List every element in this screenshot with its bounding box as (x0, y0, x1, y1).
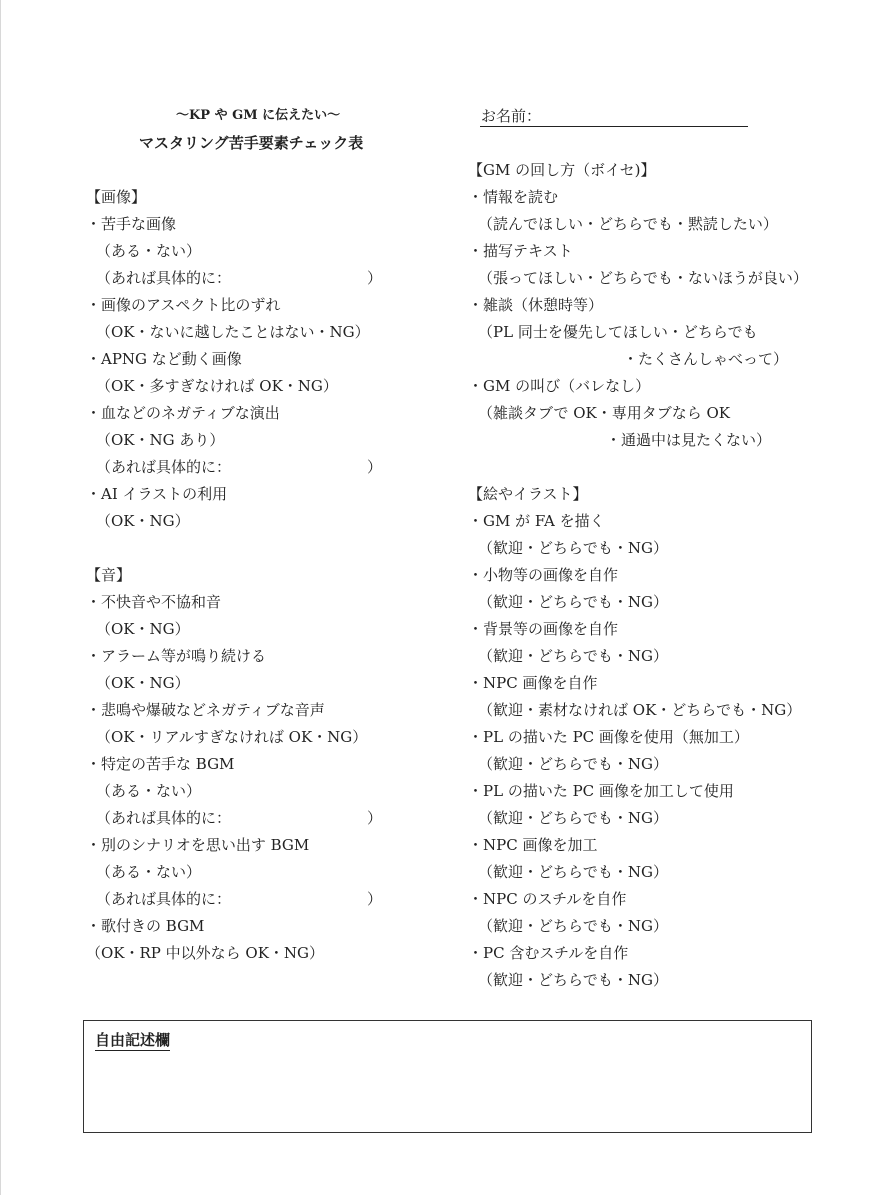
option-line: （PL 同士を優先してほしい・どちらでも (478, 323, 758, 341)
option-line: （OK・NG） (96, 512, 190, 530)
detail-close-paren: ） (367, 269, 383, 287)
item-line: ・情報を読む (468, 188, 559, 206)
item-line: ・APNG など動く画像 (86, 350, 242, 368)
name-label: お名前： (481, 107, 542, 125)
item-line: ・雑談（休憩時等） (468, 296, 604, 314)
option-line: （歓迎・どちらでも・NG） (478, 593, 668, 611)
item-line: ・小物等の画像を自作 (468, 566, 619, 584)
detail-close-paren: ） (367, 809, 383, 827)
item-line: ・PC 含むスチルを自作 (468, 944, 629, 962)
option-line: （歓迎・どちらでも・NG） (478, 809, 668, 827)
option-line: （歓迎・どちらでも・NG） (478, 755, 668, 773)
option-line: （歓迎・どちらでも・NG） (478, 863, 668, 881)
option-line: （雑談タブで OK・専用タブなら OK (478, 404, 730, 422)
option-line: （歓迎・どちらでも・NG） (478, 971, 668, 989)
sheet-subtitle: 〜KP や GM に伝えたい〜 (176, 108, 341, 123)
item-line: ・NPC 画像を加工 (468, 836, 598, 854)
option-line: （歓迎・どちらでも・NG） (478, 647, 668, 665)
option-line: （ある・ない） (96, 863, 202, 881)
detail-close-paren: ） (367, 890, 383, 908)
item-line: ・PL の描いた PC 画像を使用（無加工） (468, 728, 749, 746)
option-line: ・通過中は見たくない） (606, 431, 772, 449)
detail-line: （あれば具体的に： (96, 458, 232, 476)
option-line: （歓迎・どちらでも・NG） (478, 917, 668, 935)
option-line: （張ってほしい・どちらでも・ないほうが良い） (478, 269, 808, 287)
item-line: ・悲鳴や爆破などネガティブな音声 (86, 701, 325, 719)
option-line: （読んでほしい・どちらでも・黙読したい） (478, 215, 778, 233)
item-line: ・血などのネガティブな演出 (86, 404, 280, 422)
detail-line: （あれば具体的に： (96, 890, 232, 908)
free-description-box[interactable] (83, 1020, 812, 1133)
detail-line: （あれば具体的に： (96, 269, 232, 287)
item-line: ・AI イラストの利用 (86, 485, 228, 503)
section-heading-sound: 【音】 (86, 566, 132, 584)
section-heading-image: 【画像】 (86, 188, 147, 206)
item-line: ・PL の描いた PC 画像を加工して使用 (468, 782, 734, 800)
option-line: （OK・NG あり） (96, 431, 225, 449)
item-line: ・不快音や不協和音 (86, 593, 222, 611)
option-line: （ある・ない） (96, 782, 202, 800)
detail-line: （あれば具体的に： (96, 809, 232, 827)
item-line: ・GM が FA を描く (468, 512, 605, 530)
section-heading-gm: 【GM の回し方（ボイセ)】 (468, 161, 656, 179)
option-line: （ある・ない） (96, 242, 202, 260)
item-line: ・苦手な画像 (86, 215, 177, 233)
item-line: ・画像のアスペクト比のずれ (86, 296, 281, 314)
item-line: ・別のシナリオを思い出す BGM (86, 836, 310, 854)
option-line: （OK・NG） (96, 620, 190, 638)
option-line: （OK・多すぎなければ OK・NG） (96, 377, 338, 395)
item-line: ・特定の苦手な BGM (86, 755, 235, 773)
option-line: （OK・RP 中以外なら OK・NG） (86, 944, 325, 962)
item-line: ・GM の叫び（バレなし） (468, 377, 651, 395)
option-line: （OK・NG） (96, 674, 190, 692)
item-line: ・アラーム等が鳴り続ける (86, 647, 267, 665)
option-line: （OK・ないに越したことはない・NG） (96, 323, 370, 341)
option-line: （歓迎・どちらでも・NG） (478, 539, 668, 557)
option-line: （OK・リアルすぎなければ OK・NG） (96, 728, 368, 746)
item-line: ・NPC 画像を自作 (468, 674, 598, 692)
item-line: ・歌付きの BGM (86, 917, 205, 935)
item-line: ・描写テキスト (468, 242, 573, 260)
detail-close-paren: ） (367, 458, 383, 476)
option-line: ・たくさんしゃべって） (623, 350, 789, 368)
sheet-title: マスタリング苦手要素チェック表 (139, 134, 364, 152)
item-line: ・NPC のスチルを自作 (468, 890, 627, 908)
option-line: （歓迎・素材なければ OK・どちらでも・NG） (478, 701, 802, 719)
free-description-label: 自由記述欄 (95, 1031, 171, 1049)
name-field[interactable] (480, 126, 748, 127)
section-heading-illust: 【絵やイラスト】 (468, 485, 588, 503)
item-line: ・背景等の画像を自作 (468, 620, 619, 638)
